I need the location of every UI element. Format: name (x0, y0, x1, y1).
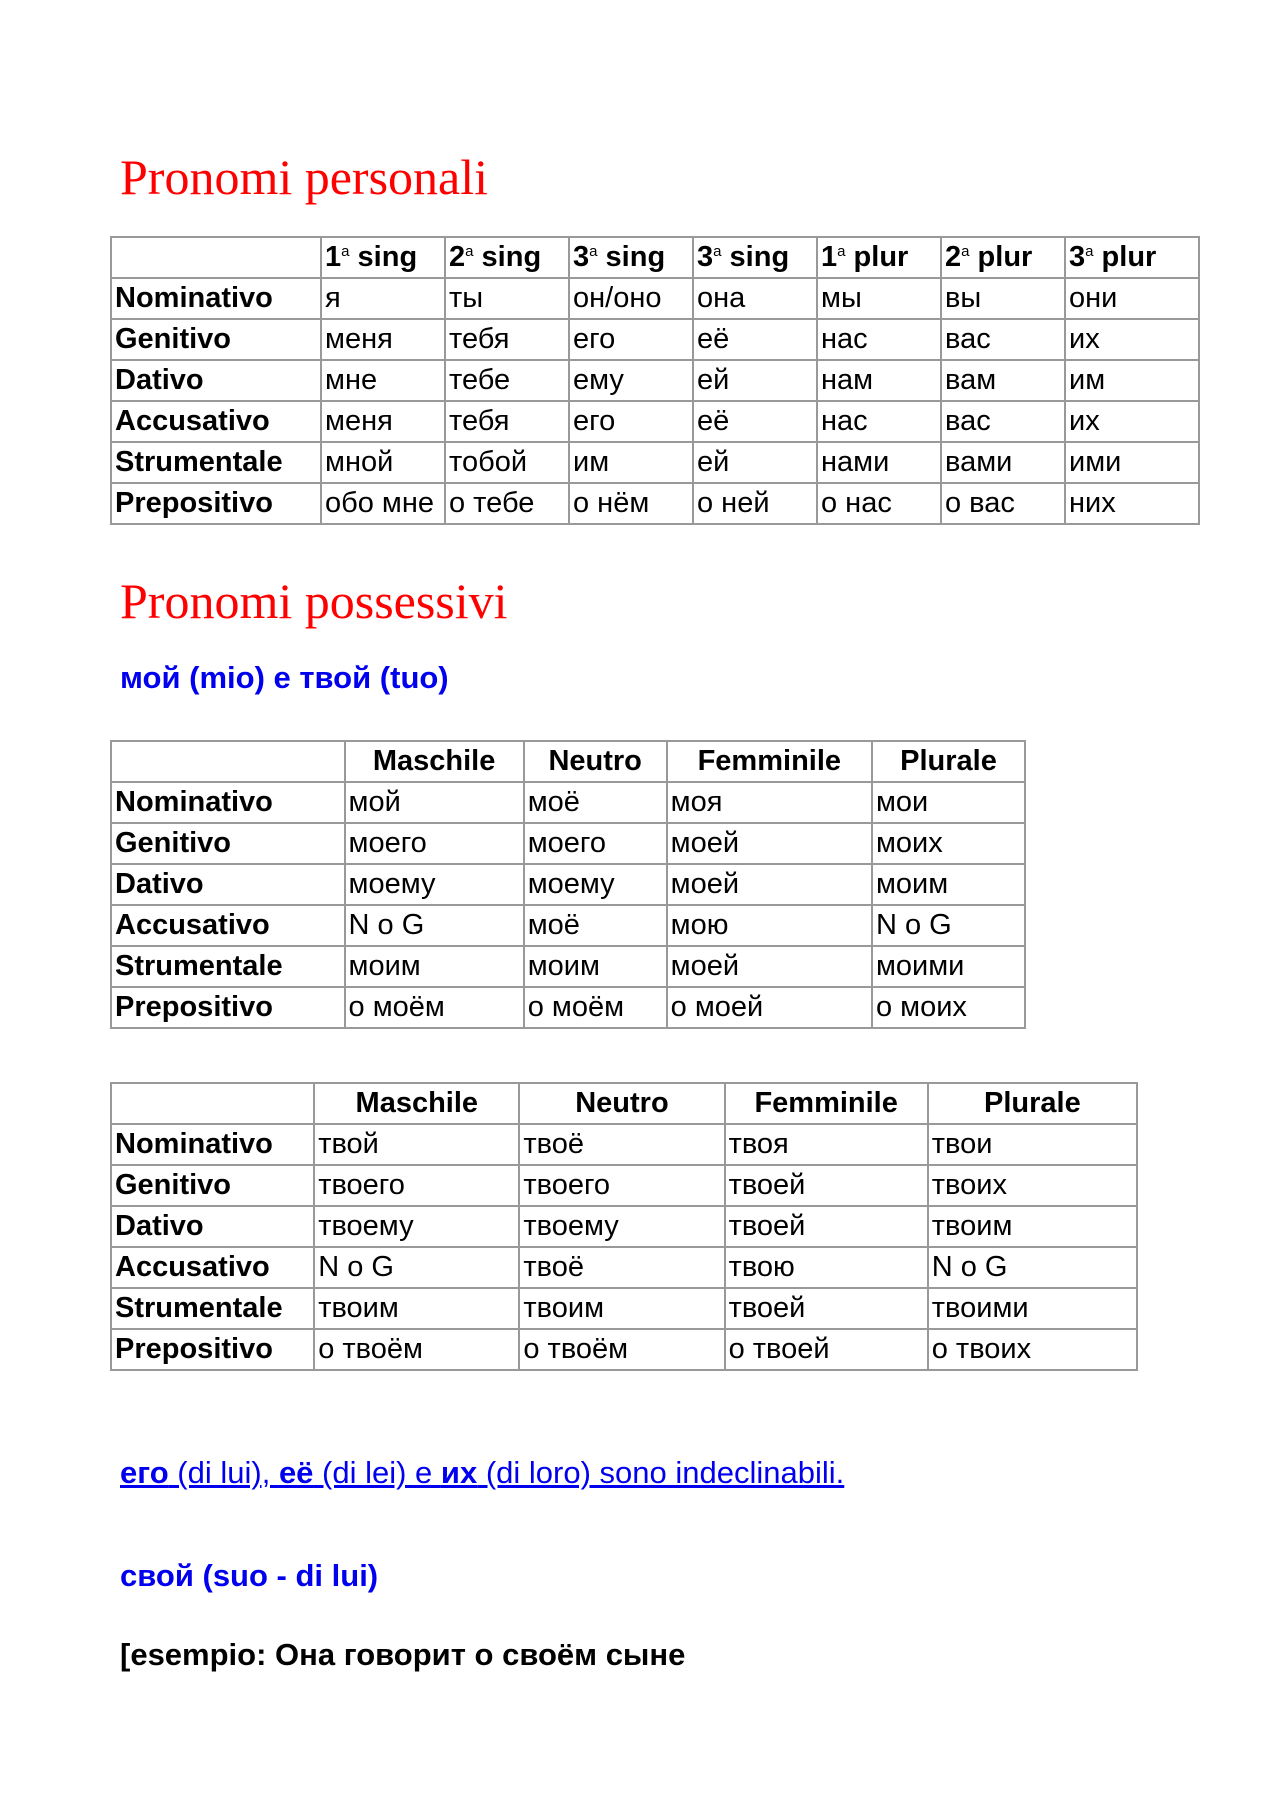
column-header: Plurale (928, 1083, 1137, 1124)
column-header: Plurale (872, 741, 1025, 782)
table-row (111, 946, 1025, 987)
table-cell: они (1065, 278, 1199, 319)
table-cell: он/оно (569, 278, 693, 319)
table-cell: твоя (725, 1124, 928, 1165)
table-cell: твоему (519, 1206, 724, 1247)
table-row (111, 1124, 1137, 1165)
case-label: Prepositivo (111, 987, 345, 1028)
column-header: Neutro (519, 1083, 724, 1124)
column-header: Femminile (667, 741, 872, 782)
table-row (111, 483, 1199, 524)
table-row (111, 1247, 1137, 1288)
table-cell: им (1065, 360, 1199, 401)
table-cell: о моём (345, 987, 524, 1028)
example-sentence: [esempio: Она говорит о своём сыне (120, 1637, 686, 1672)
table-cell: моего (345, 823, 524, 864)
table-cell: моё (524, 905, 667, 946)
table-row (111, 319, 1199, 360)
title-pronomi-possessivi: Pronomi possessivi (120, 573, 508, 629)
case-label: Nominativo (111, 1124, 314, 1165)
column-header (941, 237, 1065, 278)
table-cell: моим (345, 946, 524, 987)
table-cell: о твоих (928, 1329, 1137, 1370)
table-row (111, 782, 1025, 823)
table-cell: меня (321, 319, 445, 360)
column-header: Maschile (314, 1083, 519, 1124)
table-cell: мне (321, 360, 445, 401)
table-cell: ими (1065, 442, 1199, 483)
ordinal-marker: a (1085, 243, 1094, 260)
table-cell: твоих (928, 1165, 1137, 1206)
case-label: Strumentale (111, 946, 345, 987)
table-cell: ей (693, 442, 817, 483)
table-cell: моей (667, 823, 872, 864)
table-cell: ей (693, 360, 817, 401)
table-cell: N o G (872, 905, 1025, 946)
table-cell: о моём (524, 987, 667, 1028)
table-row (111, 442, 1199, 483)
table-row (111, 823, 1025, 864)
note-text-2: (di lei) е (313, 1455, 441, 1490)
table-header-row (111, 237, 1199, 278)
case-label: Dativo (111, 864, 345, 905)
subtitle-moi-tvoi: мой (mio) е твой (tuo) (120, 660, 449, 695)
table-row (111, 401, 1199, 442)
table-cell: вас (941, 319, 1065, 360)
table-cell: о моей (667, 987, 872, 1028)
case-label: Accusativo (111, 905, 345, 946)
corner-cell (111, 741, 345, 782)
table-row (111, 1206, 1137, 1247)
case-label: Nominativo (111, 278, 321, 319)
table-cell: его (569, 401, 693, 442)
table-cell: о твоей (725, 1329, 928, 1370)
case-label: Genitivo (111, 1165, 314, 1206)
table-cell: о моих (872, 987, 1025, 1028)
ordinal-marker: a (961, 243, 970, 260)
ordinal-marker: a (465, 243, 474, 260)
column-number: 3 (573, 241, 590, 273)
table-cell: её (693, 401, 817, 442)
table-cell: твоим (314, 1288, 519, 1329)
column-header: Femminile (725, 1083, 928, 1124)
ordinal-marker: a (589, 243, 598, 260)
note-text-3: (di loro) sono indeclinabili. (477, 1455, 845, 1490)
table-cell: тебя (445, 401, 569, 442)
table-cell: моими (872, 946, 1025, 987)
table-row (111, 1165, 1137, 1206)
table-row (111, 987, 1025, 1028)
column-label: sing (729, 241, 790, 273)
table-cell: нас (817, 319, 941, 360)
table-cell: тебя (445, 319, 569, 360)
column-number: 3 (697, 241, 714, 273)
table-cell: твой (314, 1124, 519, 1165)
ordinal-marker: a (341, 243, 350, 260)
column-header (817, 237, 941, 278)
table-cell: его (569, 319, 693, 360)
table-cell: о нём (569, 483, 693, 524)
column-number: 3 (1069, 241, 1086, 273)
table-cell: твоими (928, 1288, 1137, 1329)
table-cell: твоим (928, 1206, 1137, 1247)
table-cell: тебе (445, 360, 569, 401)
table-cell: её (693, 319, 817, 360)
table-cell: мою (667, 905, 872, 946)
case-label: Strumentale (111, 442, 321, 483)
table-cell: твоего (519, 1165, 724, 1206)
table-cell: ты (445, 278, 569, 319)
table-cell: моим (872, 864, 1025, 905)
table-row (111, 1329, 1137, 1370)
table-cell: о тебе (445, 483, 569, 524)
table-cell: моё (524, 782, 667, 823)
table-cell: о ней (693, 483, 817, 524)
table-row (111, 905, 1025, 946)
table-row (111, 360, 1199, 401)
table-cell: N o G (314, 1247, 519, 1288)
table-cell: нами (817, 442, 941, 483)
table-cell: я (321, 278, 445, 319)
table-row (111, 864, 1025, 905)
table-cell: моих (872, 823, 1025, 864)
column-number: 1 (821, 241, 838, 273)
table-header-row (111, 1083, 1137, 1124)
column-number: 2 (945, 241, 962, 273)
table-cell: твою (725, 1247, 928, 1288)
table-cell: о вас (941, 483, 1065, 524)
case-label: Accusativo (111, 1247, 314, 1288)
table-cell: нам (817, 360, 941, 401)
table-cell: моим (524, 946, 667, 987)
table-cell: N o G (928, 1247, 1137, 1288)
table-cell: вы (941, 278, 1065, 319)
table-cell: моей (667, 946, 872, 987)
table-cell: обо мне (321, 483, 445, 524)
column-header (1065, 237, 1199, 278)
table-cell: твоё (519, 1247, 724, 1288)
case-label: Strumentale (111, 1288, 314, 1329)
table-cell: о нас (817, 483, 941, 524)
table-cell: мои (872, 782, 1025, 823)
table-cell: вас (941, 401, 1065, 442)
case-label: Dativo (111, 360, 321, 401)
table-cell: твоё (519, 1124, 724, 1165)
table-cell: тобой (445, 442, 569, 483)
table-cell: их (1065, 319, 1199, 360)
table-cell: них (1065, 483, 1199, 524)
table-row (111, 278, 1199, 319)
column-label: sing (605, 241, 666, 273)
table-cell: меня (321, 401, 445, 442)
table-cell: N o G (345, 905, 524, 946)
table-cell: моя (667, 782, 872, 823)
table-cell: твоего (314, 1165, 519, 1206)
case-label: Prepositivo (111, 1329, 314, 1370)
corner-cell (111, 1083, 314, 1124)
table-cell: вами (941, 442, 1065, 483)
column-header: Neutro (524, 741, 667, 782)
column-label: sing (481, 241, 542, 273)
table-cell: моей (667, 864, 872, 905)
note-text-1: (di lui), (168, 1455, 279, 1490)
indeclinable-note-link[interactable] (120, 1454, 844, 1491)
table-cell: твоей (725, 1165, 928, 1206)
table-cell: их (1065, 401, 1199, 442)
column-header (569, 237, 693, 278)
column-header (693, 237, 817, 278)
case-label: Genitivo (111, 319, 321, 360)
column-label: sing (357, 241, 418, 273)
case-label: Accusativo (111, 401, 321, 442)
column-label: plur (1101, 241, 1157, 273)
word-ego: его (120, 1455, 169, 1490)
case-label: Prepositivo (111, 483, 321, 524)
table-cell: она (693, 278, 817, 319)
table-cell: моему (524, 864, 667, 905)
table-row (111, 1288, 1137, 1329)
column-header (321, 237, 445, 278)
table-cell: мы (817, 278, 941, 319)
case-label: Dativo (111, 1206, 314, 1247)
table-cell: твоей (725, 1206, 928, 1247)
table-cell: о твоём (314, 1329, 519, 1370)
column-label: plur (977, 241, 1033, 273)
table-cell: о твоём (519, 1329, 724, 1370)
moi-declension-table (110, 740, 1026, 1029)
column-number: 1 (325, 241, 342, 273)
table-cell: моего (524, 823, 667, 864)
table-header-row (111, 741, 1025, 782)
personal-pronouns-table (110, 236, 1200, 525)
corner-cell (111, 237, 321, 278)
column-header (445, 237, 569, 278)
word-ikh: их (440, 1455, 478, 1490)
column-number: 2 (449, 241, 466, 273)
title-pronomi-personali: Pronomi personali (120, 149, 489, 205)
table-cell: твоему (314, 1206, 519, 1247)
table-cell: нас (817, 401, 941, 442)
word-eyo: её (278, 1455, 314, 1490)
table-cell: моему (345, 864, 524, 905)
column-header: Maschile (345, 741, 524, 782)
tvoi-declension-table (110, 1082, 1138, 1371)
table-cell: мой (345, 782, 524, 823)
table-cell: ему (569, 360, 693, 401)
table-cell: твои (928, 1124, 1137, 1165)
table-cell: вам (941, 360, 1065, 401)
case-label: Nominativo (111, 782, 345, 823)
table-cell: им (569, 442, 693, 483)
table-cell: мной (321, 442, 445, 483)
subtitle-svoi: свой (suo - di lui) (120, 1558, 379, 1593)
column-label: plur (853, 241, 909, 273)
ordinal-marker: a (713, 243, 722, 260)
case-label: Genitivo (111, 823, 345, 864)
table-cell: твоим (519, 1288, 724, 1329)
ordinal-marker: a (837, 243, 846, 260)
table-cell: твоей (725, 1288, 928, 1329)
